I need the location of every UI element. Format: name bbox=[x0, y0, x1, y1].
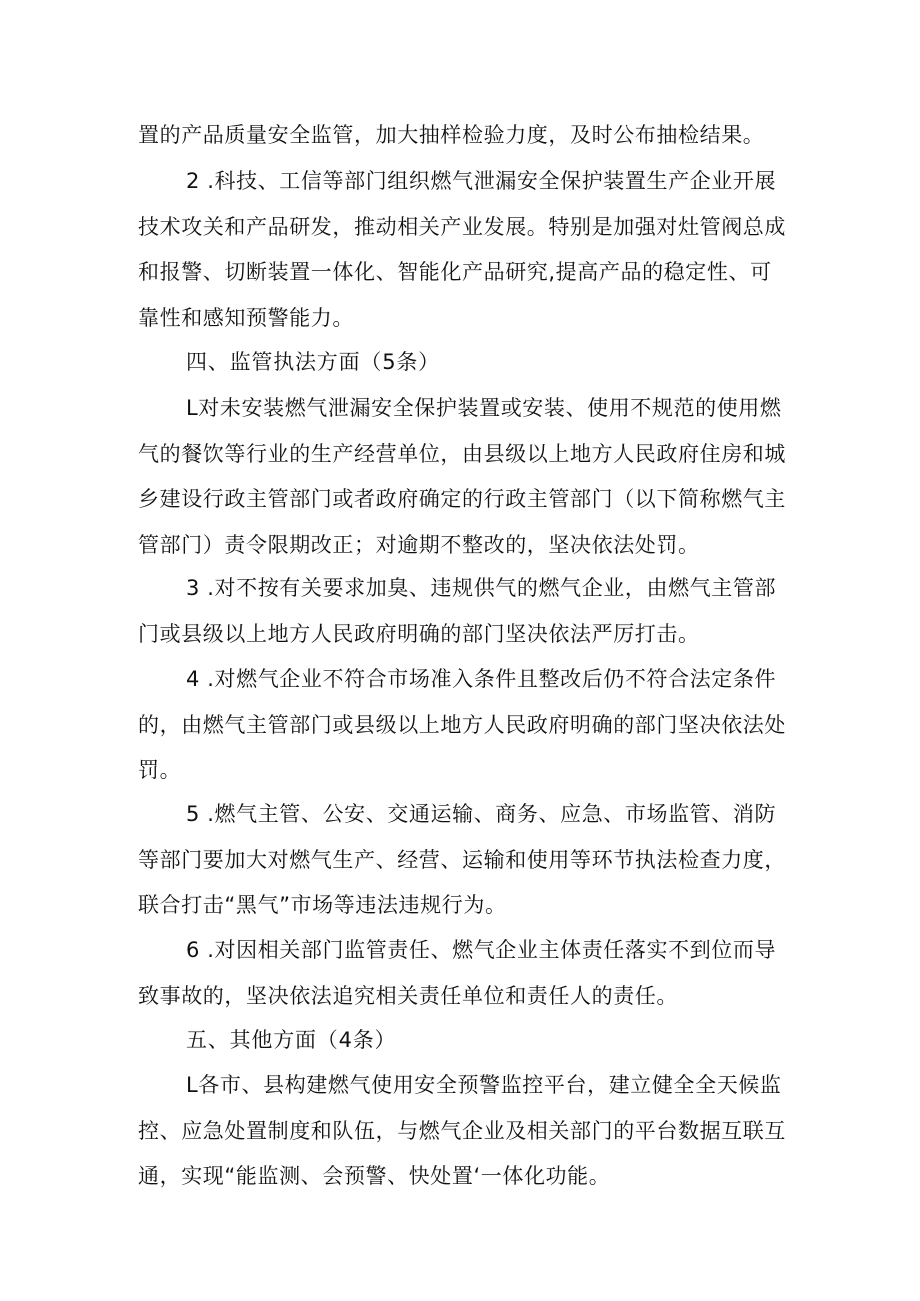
paragraph-item-2-research: 2 .科技、工信等部门组织燃气泄漏安全保护装置生产企业开展技术攻关和产品研发，推动相关产业发展。特别是加强对灶管阀总成和报警、切断装置一体化、智能化产品研究,提高产品的稳定性、可靠性和感知预警能力。 bbox=[138, 169, 786, 330]
paragraph-item-4-market-access: 4 .对燃气企业不符合市场准入条件且整改后仍不符合法定条件的，由燃气主管部门或县级以上地方人民政府明确的部门坚决依法处罚。 bbox=[138, 667, 786, 782]
paragraph-product-quality: 置的产品质量安全监管，加大抽样检验力度，及时公布抽检结果。 bbox=[138, 123, 765, 147]
paragraph-item-5-joint-inspection: 5 .燃气主管、公安、交通运输、商务、应急、市场监管、消防等部门要加大对燃气生产、经营、运输和使用等环节执法检查力度，联合打击“黑气”市场等违法违规行为。 bbox=[138, 802, 786, 917]
section-heading-enforcement: 四、监管执法方面（5条） bbox=[186, 350, 440, 374]
section-heading-other: 五、其他方面（4条） bbox=[186, 1028, 397, 1052]
paragraph-item-1-monitoring-platform: L各市、县构建燃气使用安全预警监控平台，建立健全全天候监控、应急处置制度和队伍，与燃气企业及相关部门的平台数据互联互通，实现“能监测、会预警、快处置‘一体化功能。 bbox=[138, 1073, 786, 1188]
paragraph-item-1-enforcement: L对未安装燃气泄漏安全保护装置或安装、使用不规范的使用燃气的餐饮等行业的生产经营单位，由县级以上地方人民政府住房和城乡建设行政主管部门或者政府确定的行政主管部门（以下简称燃气主管部门）责令限期改正；对逾期不整改的，坚决依法处罚。 bbox=[138, 396, 786, 557]
paragraph-item-3-odorization: 3 .对不按有关要求加臭、违规供气的燃气企业，由燃气主管部门或县级以上地方人民政府明确的部门坚决依法严厉打击。 bbox=[138, 576, 777, 646]
paragraph-item-6-accountability: 6 .对因相关部门监管责任、燃气企业主体责任落实不到位而导致事故的，坚决依法追究相关责任单位和责任人的责任。 bbox=[138, 938, 777, 1008]
